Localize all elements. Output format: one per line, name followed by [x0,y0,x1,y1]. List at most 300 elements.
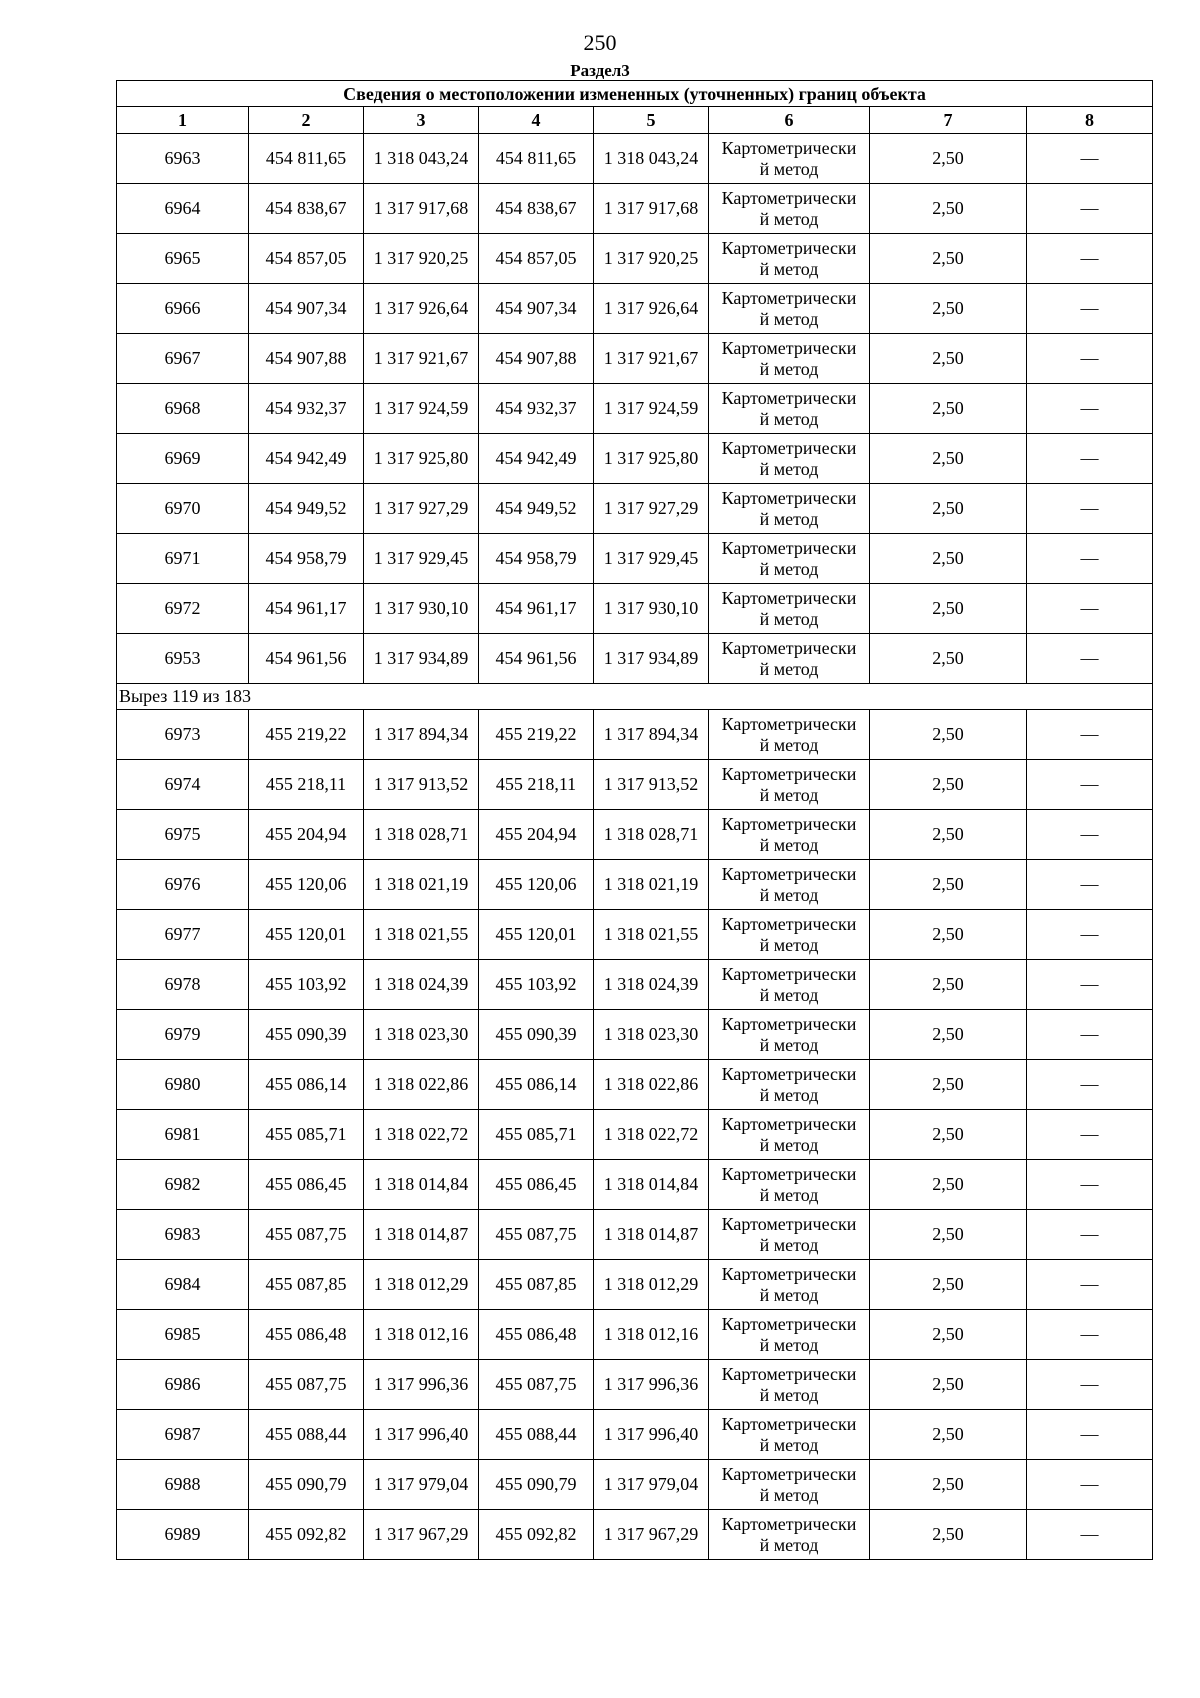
method-line-2: й метод [759,984,819,1005]
table-row [117,434,1153,484]
x-old-cell: 455 090,79 [249,1460,364,1510]
y-old-cell: 1 317 929,45 [364,534,479,584]
x-old-cell: 454 932,37 [249,384,364,434]
method-cell [709,334,870,384]
point-number-cell: 6969 [117,434,249,484]
point-number-cell: 6970 [117,484,249,534]
x-old-cell: 454 958,79 [249,534,364,584]
description-cell [1027,1210,1153,1260]
column-number: 1 [117,107,249,134]
x-new-cell: 454 949,52 [479,484,594,534]
dash-mark: — [1080,824,1099,844]
table-row [117,1010,1153,1060]
dash-mark: — [1080,924,1099,944]
y-new-cell: 1 317 996,40 [594,1410,709,1460]
description-cell [1027,1060,1153,1110]
table-caption: Сведения о местоположении измененных (уточненных) границ объекта [117,81,1153,107]
method-line-2: й метод [759,508,819,529]
table-row [117,334,1153,384]
table-row [117,960,1153,1010]
method-line-2: й метод [759,934,819,955]
y-old-cell: 1 317 930,10 [364,584,479,634]
method-line-1: Картометрически [721,1163,857,1184]
method-line-1: Картометрически [721,637,857,658]
method-line-2: й метод [759,1084,819,1105]
method-cell [709,710,870,760]
y-old-cell: 1 317 996,36 [364,1360,479,1410]
y-old-cell: 1 318 024,39 [364,960,479,1010]
section-label-body [117,684,1153,710]
method-cell [709,910,870,960]
x-new-cell: 455 219,22 [479,710,594,760]
method-cell [709,1210,870,1260]
x-old-cell: 455 204,94 [249,810,364,860]
y-old-cell: 1 317 924,59 [364,384,479,434]
method-line-2: й метод [759,158,819,179]
y-new-cell: 1 317 996,36 [594,1360,709,1410]
x-old-cell: 455 120,01 [249,910,364,960]
accuracy-cell: 2,50 [870,534,1027,584]
column-number: 8 [1027,107,1153,134]
method-line-1: Картометрически [721,1063,857,1084]
point-number-cell: 6973 [117,710,249,760]
accuracy-cell: 2,50 [870,1160,1027,1210]
x-old-cell: 454 811,65 [249,134,364,184]
y-new-cell: 1 317 926,64 [594,284,709,334]
dash-mark: — [1080,1074,1099,1094]
method-cell [709,1010,870,1060]
table-row [117,1410,1153,1460]
description-cell [1027,1360,1153,1410]
method-line-2: й метод [759,258,819,279]
method-line-1: Картометрически [721,863,857,884]
method-line-1: Картометрически [721,437,857,458]
y-old-cell: 1 318 023,30 [364,1010,479,1060]
y-new-cell: 1 318 012,29 [594,1260,709,1310]
x-old-cell: 455 219,22 [249,710,364,760]
x-new-cell: 455 103,92 [479,960,594,1010]
y-new-cell: 1 317 920,25 [594,234,709,284]
dash-mark: — [1080,248,1099,268]
x-new-cell: 455 090,79 [479,1460,594,1510]
y-old-cell: 1 318 012,29 [364,1260,479,1310]
x-new-cell: 455 218,11 [479,760,594,810]
point-number-cell: 6972 [117,584,249,634]
method-line-1: Картометрически [721,813,857,834]
y-old-cell: 1 317 926,64 [364,284,479,334]
method-cell [709,484,870,534]
y-new-cell: 1 318 012,16 [594,1310,709,1360]
y-old-cell: 1 317 913,52 [364,760,479,810]
column-number: 3 [364,107,479,134]
accuracy-cell: 2,50 [870,1260,1027,1310]
x-old-cell: 455 218,11 [249,760,364,810]
method-line-1: Картометрически [721,1463,857,1484]
y-new-cell: 1 318 014,87 [594,1210,709,1260]
dash-mark: — [1080,1124,1099,1144]
y-new-cell: 1 317 913,52 [594,760,709,810]
y-old-cell: 1 318 014,84 [364,1160,479,1210]
x-old-cell: 454 907,34 [249,284,364,334]
table-row [117,1060,1153,1110]
table-row [117,1510,1153,1560]
y-old-cell: 1 318 012,16 [364,1310,479,1360]
method-line-1: Картометрически [721,1513,857,1534]
y-old-cell: 1 317 920,25 [364,234,479,284]
accuracy-cell: 2,50 [870,234,1027,284]
accuracy-cell: 2,50 [870,810,1027,860]
description-cell [1027,184,1153,234]
x-new-cell: 454 907,34 [479,284,594,334]
column-number-row [117,107,1153,134]
table-row [117,134,1153,184]
section-row [117,684,1153,710]
dash-mark: — [1080,648,1099,668]
table-row [117,760,1153,810]
method-cell [709,1310,870,1360]
y-old-cell: 1 318 021,19 [364,860,479,910]
dash-mark: — [1080,1024,1099,1044]
x-old-cell: 455 086,48 [249,1310,364,1360]
point-number-cell: 6968 [117,384,249,434]
x-new-cell: 454 838,67 [479,184,594,234]
x-old-cell: 455 103,92 [249,960,364,1010]
point-number-cell: 6982 [117,1160,249,1210]
point-number-cell: 6989 [117,1510,249,1560]
x-new-cell: 455 087,85 [479,1260,594,1310]
method-line-1: Картометрически [721,1213,857,1234]
method-line-2: й метод [759,1384,819,1405]
method-cell [709,860,870,910]
method-cell [709,1360,870,1410]
dash-mark: — [1080,1474,1099,1494]
y-new-cell: 1 317 927,29 [594,484,709,534]
method-line-1: Картометрически [721,713,857,734]
method-line-2: й метод [759,1334,819,1355]
column-number: 4 [479,107,594,134]
accuracy-cell: 2,50 [870,710,1027,760]
accuracy-cell: 2,50 [870,484,1027,534]
method-line-2: й метод [759,1184,819,1205]
y-new-cell: 1 317 925,80 [594,434,709,484]
method-line-1: Картометрически [721,963,857,984]
x-old-cell: 454 961,56 [249,634,364,684]
dash-mark: — [1080,1424,1099,1444]
method-cell [709,234,870,284]
y-new-cell: 1 317 924,59 [594,384,709,434]
dash-mark: — [1080,1524,1099,1544]
method-line-1: Картометрически [721,763,857,784]
description-cell [1027,484,1153,534]
x-new-cell: 455 086,48 [479,1310,594,1360]
y-old-cell: 1 317 925,80 [364,434,479,484]
x-old-cell: 455 087,75 [249,1360,364,1410]
column-number: 2 [249,107,364,134]
description-cell [1027,910,1153,960]
method-line-1: Картометрически [721,487,857,508]
dash-mark: — [1080,398,1099,418]
description-cell [1027,810,1153,860]
method-line-1: Картометрически [721,187,857,208]
description-cell [1027,134,1153,184]
method-cell [709,434,870,484]
dash-mark: — [1080,498,1099,518]
y-old-cell: 1 317 967,29 [364,1510,479,1560]
description-cell [1027,1410,1153,1460]
x-old-cell: 454 838,67 [249,184,364,234]
x-new-cell: 455 085,71 [479,1110,594,1160]
dash-mark: — [1080,548,1099,568]
method-cell [709,534,870,584]
x-new-cell: 455 090,39 [479,1010,594,1060]
method-cell [709,1410,870,1460]
method-cell [709,134,870,184]
table-row [117,1310,1153,1360]
x-old-cell: 455 085,71 [249,1110,364,1160]
y-old-cell: 1 318 014,87 [364,1210,479,1260]
coordinates-table [116,80,1153,1560]
x-new-cell: 455 086,45 [479,1160,594,1210]
method-cell [709,810,870,860]
x-old-cell: 455 092,82 [249,1510,364,1560]
y-new-cell: 1 318 043,24 [594,134,709,184]
dash-mark: — [1080,1274,1099,1294]
point-number-cell: 6975 [117,810,249,860]
point-number-cell: 6984 [117,1260,249,1310]
table-row [117,710,1153,760]
y-new-cell: 1 317 934,89 [594,634,709,684]
y-new-cell: 1 317 921,67 [594,334,709,384]
dash-mark: — [1080,874,1099,894]
description-cell [1027,384,1153,434]
x-old-cell: 454 907,88 [249,334,364,384]
description-cell [1027,1110,1153,1160]
x-old-cell: 454 961,17 [249,584,364,634]
point-number-cell: 6988 [117,1460,249,1510]
method-line-2: й метод [759,1034,819,1055]
accuracy-cell: 2,50 [870,1110,1027,1160]
method-line-1: Картометрически [721,1363,857,1384]
description-cell [1027,1510,1153,1560]
description-cell [1027,634,1153,684]
accuracy-cell: 2,50 [870,1360,1027,1410]
x-old-cell: 455 086,45 [249,1160,364,1210]
table-row [117,860,1153,910]
method-line-1: Картометрически [721,287,857,308]
accuracy-cell: 2,50 [870,1410,1027,1460]
dash-mark: — [1080,448,1099,468]
table-row [117,1260,1153,1310]
dash-mark: — [1080,1174,1099,1194]
point-number-cell: 6985 [117,1310,249,1360]
description-cell [1027,1310,1153,1360]
dash-mark: — [1080,724,1099,744]
method-line-1: Картометрически [721,337,857,358]
page-number: 250 [583,30,617,55]
point-number-cell: 6987 [117,1410,249,1460]
accuracy-cell: 2,50 [870,184,1027,234]
method-line-1: Картометрически [721,1263,857,1284]
y-old-cell: 1 318 043,24 [364,134,479,184]
method-line-2: й метод [759,658,819,679]
point-number-cell: 6963 [117,134,249,184]
y-old-cell: 1 317 894,34 [364,710,479,760]
x-new-cell: 454 961,17 [479,584,594,634]
table-row [117,1110,1153,1160]
x-old-cell: 455 088,44 [249,1410,364,1460]
description-cell [1027,860,1153,910]
x-new-cell: 454 811,65 [479,134,594,184]
method-line-2: й метод [759,458,819,479]
table-row [117,384,1153,434]
table-body-group-1 [117,134,1153,684]
method-line-2: й метод [759,558,819,579]
dash-mark: — [1080,148,1099,168]
method-line-1: Картометрически [721,1313,857,1334]
method-line-1: Картометрически [721,1413,857,1434]
x-new-cell: 455 120,01 [479,910,594,960]
y-new-cell: 1 318 022,72 [594,1110,709,1160]
accuracy-cell: 2,50 [870,1310,1027,1360]
method-cell [709,634,870,684]
x-old-cell: 455 086,14 [249,1060,364,1110]
point-number-cell: 6981 [117,1110,249,1160]
method-line-2: й метод [759,608,819,629]
method-line-2: й метод [759,308,819,329]
y-new-cell: 1 317 894,34 [594,710,709,760]
y-old-cell: 1 318 022,86 [364,1060,479,1110]
accuracy-cell: 2,50 [870,1060,1027,1110]
point-number-cell: 6976 [117,860,249,910]
y-old-cell: 1 318 028,71 [364,810,479,860]
accuracy-cell: 2,50 [870,584,1027,634]
method-line-1: Картометрически [721,387,857,408]
x-new-cell: 455 087,75 [479,1210,594,1260]
y-new-cell: 1 318 028,71 [594,810,709,860]
accuracy-cell: 2,50 [870,760,1027,810]
method-line-2: й метод [759,1234,819,1255]
y-old-cell: 1 317 979,04 [364,1460,479,1510]
method-line-2: й метод [759,1484,819,1505]
x-new-cell: 454 961,56 [479,634,594,684]
table-row [117,634,1153,684]
table-row [117,484,1153,534]
x-old-cell: 455 090,39 [249,1010,364,1060]
table-row [117,1210,1153,1260]
accuracy-cell: 2,50 [870,384,1027,434]
table-row [117,534,1153,584]
accuracy-cell: 2,50 [870,284,1027,334]
description-cell [1027,534,1153,584]
x-old-cell: 455 120,06 [249,860,364,910]
x-new-cell: 455 204,94 [479,810,594,860]
point-number-cell: 6977 [117,910,249,960]
method-cell [709,184,870,234]
method-cell [709,384,870,434]
table-row [117,910,1153,960]
dash-mark: — [1080,1324,1099,1344]
table-row [117,810,1153,860]
point-number-cell: 6980 [117,1060,249,1110]
y-new-cell: 1 317 917,68 [594,184,709,234]
method-line-2: й метод [759,884,819,905]
accuracy-cell: 2,50 [870,1210,1027,1260]
x-old-cell: 454 857,05 [249,234,364,284]
description-cell [1027,1160,1153,1210]
y-new-cell: 1 318 023,30 [594,1010,709,1060]
method-line-2: й метод [759,834,819,855]
description-cell [1027,334,1153,384]
description-cell [1027,710,1153,760]
description-cell [1027,434,1153,484]
point-number-cell: 6966 [117,284,249,334]
x-old-cell: 454 949,52 [249,484,364,534]
x-new-cell: 454 907,88 [479,334,594,384]
accuracy-cell: 2,50 [870,434,1027,484]
accuracy-cell: 2,50 [870,960,1027,1010]
method-cell [709,960,870,1010]
accuracy-cell: 2,50 [870,910,1027,960]
accuracy-cell: 2,50 [870,634,1027,684]
method-line-1: Картометрически [721,137,857,158]
section-label: Вырез 119 из 183 [117,684,1153,710]
dash-mark: — [1080,598,1099,618]
method-line-1: Картометрически [721,1113,857,1134]
description-cell [1027,1460,1153,1510]
point-number-cell: 6974 [117,760,249,810]
description-cell [1027,960,1153,1010]
method-cell [709,760,870,810]
description-cell [1027,284,1153,334]
description-cell [1027,584,1153,634]
accuracy-cell: 2,50 [870,1010,1027,1060]
method-cell [709,1510,870,1560]
method-line-1: Картометрически [721,587,857,608]
point-number-cell: 6964 [117,184,249,234]
y-new-cell: 1 317 930,10 [594,584,709,634]
x-new-cell: 454 932,37 [479,384,594,434]
method-cell [709,1260,870,1310]
column-number: 5 [594,107,709,134]
method-cell [709,584,870,634]
y-new-cell: 1 318 021,55 [594,910,709,960]
y-new-cell: 1 318 014,84 [594,1160,709,1210]
table-row [117,284,1153,334]
point-number-cell: 6965 [117,234,249,284]
method-cell [709,284,870,334]
dash-mark: — [1080,1224,1099,1244]
method-cell [709,1160,870,1210]
method-line-2: й метод [759,208,819,229]
table-row [117,1460,1153,1510]
x-new-cell: 454 857,05 [479,234,594,284]
y-old-cell: 1 317 996,40 [364,1410,479,1460]
x-new-cell: 455 092,82 [479,1510,594,1560]
table-row [117,1160,1153,1210]
method-line-2: й метод [759,408,819,429]
y-old-cell: 1 317 934,89 [364,634,479,684]
method-cell [709,1110,870,1160]
method-line-1: Картометрически [721,237,857,258]
description-cell [1027,234,1153,284]
column-number: 6 [709,107,870,134]
x-new-cell: 455 087,75 [479,1360,594,1410]
x-new-cell: 455 120,06 [479,860,594,910]
method-line-1: Картометрически [721,1013,857,1034]
point-number-cell: 6986 [117,1360,249,1410]
point-number-cell: 6978 [117,960,249,1010]
method-line-2: й метод [759,1534,819,1555]
